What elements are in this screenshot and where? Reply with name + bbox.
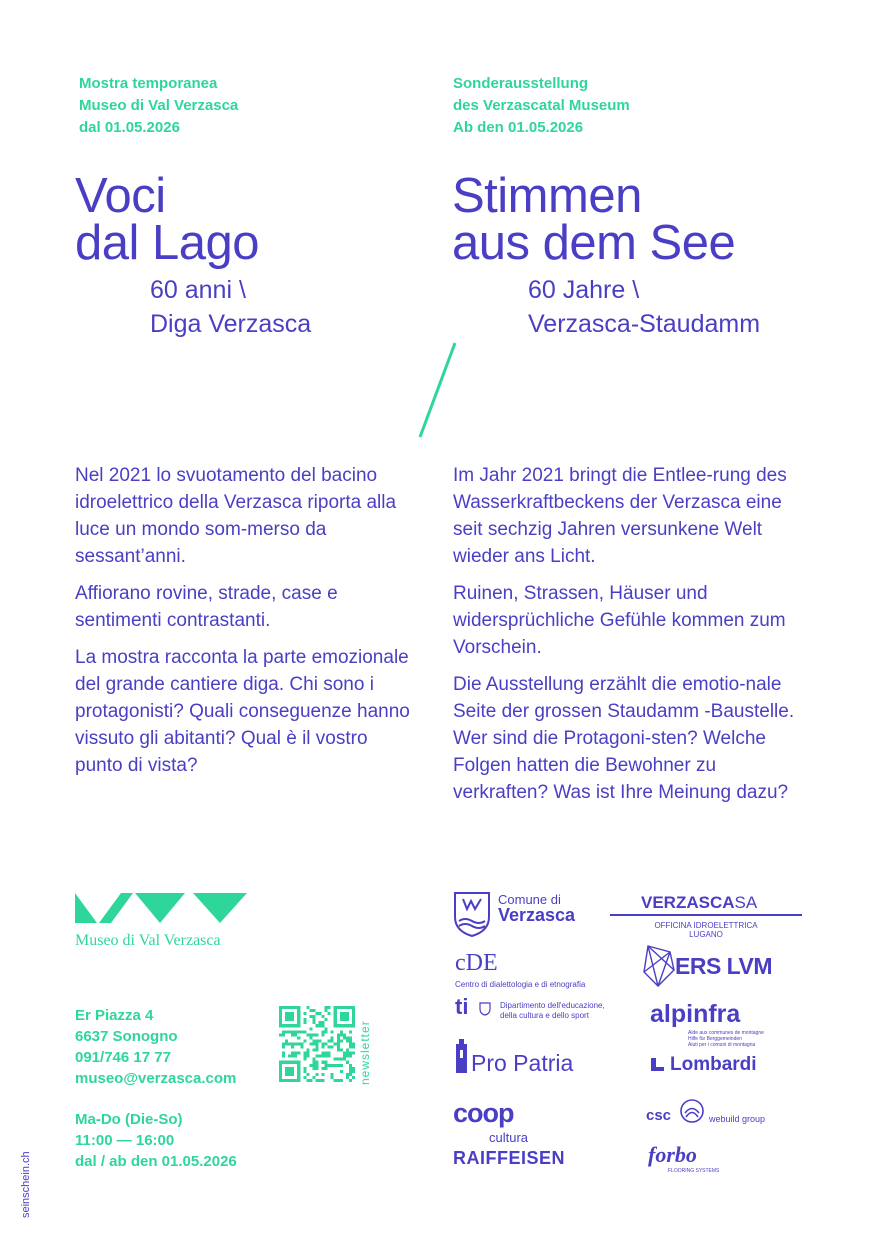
right-title-line: Stimmen — [452, 169, 642, 223]
verzasca-sa-sub — [610, 921, 802, 939]
alpinfra-sub-line: Hilfe für Berggemeinden — [688, 1036, 742, 1042]
left-title — [75, 169, 260, 270]
hours-line: 11:00 — 16:00 — [75, 1132, 175, 1149]
verzasca-sa-sub-line: OFFICINA IDROELETTRICA — [654, 921, 758, 930]
cde-logo: cDE — [455, 950, 498, 976]
verzasca-sa-suffix: SA — [734, 893, 758, 912]
ti-sub-line: della cultura e dello sport — [500, 1011, 589, 1020]
slash-divider — [415, 340, 460, 440]
side-credit: seinschein.ch — [20, 1151, 32, 1218]
right-header-line: Sonderausstellung — [453, 75, 589, 92]
webuild-icon — [679, 1098, 705, 1124]
verzasca-sa-divider — [610, 914, 802, 916]
verzasca-sa-sub-line: LUGANO — [689, 930, 723, 939]
hours-line: dal / ab den 01.05.2026 — [75, 1153, 237, 1170]
webuild-logo: webuild group — [709, 1114, 766, 1124]
left-body — [75, 462, 420, 789]
phone-link[interactable]: 091/746 17 77 — [75, 1049, 171, 1066]
cde-sub: Centro di dialettologia e di etnografia — [455, 980, 586, 989]
verzasca-sa-logo — [641, 893, 757, 913]
left-body-paragraph: Affiorano rovine, strade, case e sentimenti contrastanti. — [75, 583, 338, 631]
left-title-line: Voci — [75, 169, 166, 223]
lombardi-icon — [650, 1057, 665, 1072]
right-title — [452, 169, 736, 270]
left-title-line: dal Lago — [75, 216, 260, 270]
ti-logo: ti — [455, 994, 469, 1019]
left-header-line: dal 01.05.2026 — [79, 119, 180, 136]
right-subtitle — [528, 273, 760, 341]
address-line: Er Piazza 4 — [75, 1007, 154, 1024]
right-body-paragraph: Ruinen, Strassen, Häuser und widersprüchliche Gefühle kommen zum Vorschein. — [453, 583, 786, 658]
right-body-paragraph: Im Jahr 2021 bringt die Entlee-rung des Wasserkraftbeckens der Verzasca eine seit sechzig Jahren versunkene Welt wieder ans Licht. — [453, 465, 787, 567]
comune-name: Verzasca — [498, 905, 576, 925]
coop-logo: coop — [453, 1098, 514, 1128]
lombardi-logo: Lombardi — [670, 1054, 757, 1075]
newsletter-label: newsletter — [358, 1020, 372, 1085]
raiffeisen-logo: RAIFFEISEN — [453, 1148, 566, 1168]
qr-code-icon[interactable] — [279, 1006, 355, 1082]
ti-sub — [500, 1001, 605, 1021]
hours-block — [75, 1109, 237, 1172]
pro-patria-icon — [455, 1038, 469, 1074]
left-subtitle-line: 60 anni \ — [150, 276, 246, 304]
right-body — [453, 462, 813, 816]
right-subtitle-line: Verzasca-Staudamm — [528, 310, 761, 338]
museum-logo-icon — [75, 893, 250, 925]
coop-sub: cultura — [489, 1130, 529, 1145]
right-body-paragraph: Die Ausstellung erzählt die emotio-nale Seite der grossen Staudamm -Baustelle. Wer sind die Protagoni-sten? Welche Folgen hatten die Bewohner zu verkraften? Was ist Ihre Meinung dazu? — [453, 674, 795, 803]
network-icon — [640, 942, 678, 990]
alpinfra-logo: alpinfra — [650, 1000, 741, 1028]
verzasca-sa-name: VERZASCA — [641, 893, 735, 912]
address-line: 6637 Sonogno — [75, 1028, 178, 1045]
right-header-line: des Verzascatal Museum — [453, 97, 630, 114]
forbo-sub: FLOORING SYSTEMS — [668, 1168, 720, 1174]
shield-icon — [479, 1002, 491, 1016]
ers-logo: ERS LVM — [675, 953, 773, 979]
left-header-line: Mostra temporanea — [79, 75, 218, 92]
pro-patria-logo: Pro Patria — [471, 1050, 574, 1076]
left-body-paragraph: Nel 2021 lo svuotamento del bacino idroelettrico della Verzasca riporta alla luce un mondo som-merso da sessant’anni. — [75, 465, 397, 567]
sponsor-comune — [453, 891, 491, 942]
alpinfra-sub-line: Aiuti per i comuni di montagna — [688, 1042, 756, 1048]
hours-line: Ma-Do (Die-So) — [75, 1111, 183, 1128]
comune-label: Comune di — [498, 892, 561, 907]
right-header-line: Ab den 01.05.2026 — [453, 119, 584, 136]
left-header — [79, 73, 238, 139]
alpinfra-sub — [688, 1030, 764, 1048]
ti-sub-line: Dipartimento dell'educazione, — [500, 1001, 605, 1010]
alpinfra-sub-line: Aide aux communes de montagne — [688, 1030, 764, 1036]
museum-name: Museo di Val Verzasca — [75, 932, 221, 949]
right-header — [453, 73, 630, 139]
left-body-paragraph: La mostra racconta la parte emozionale del grande cantiere diga. Chi sono i protagonisti? Quali conseguenze hanno vissuto gli abitanti? Qual è il vostro punto di vista? — [75, 647, 410, 776]
forbo-logo: forbo — [648, 1142, 697, 1167]
left-subtitle — [150, 273, 311, 341]
right-title-line: aus dem See — [452, 216, 736, 270]
left-subtitle-line: Diga Verzasca — [150, 310, 312, 338]
right-subtitle-line: 60 Jahre \ — [528, 276, 640, 304]
contact-block — [75, 1005, 236, 1089]
coat-of-arms-icon — [453, 891, 491, 937]
csc-logo: csc — [646, 1107, 672, 1124]
left-header-line: Museo di Val Verzasca — [79, 97, 239, 114]
email-link[interactable]: museo@verzasca.com — [75, 1070, 237, 1087]
